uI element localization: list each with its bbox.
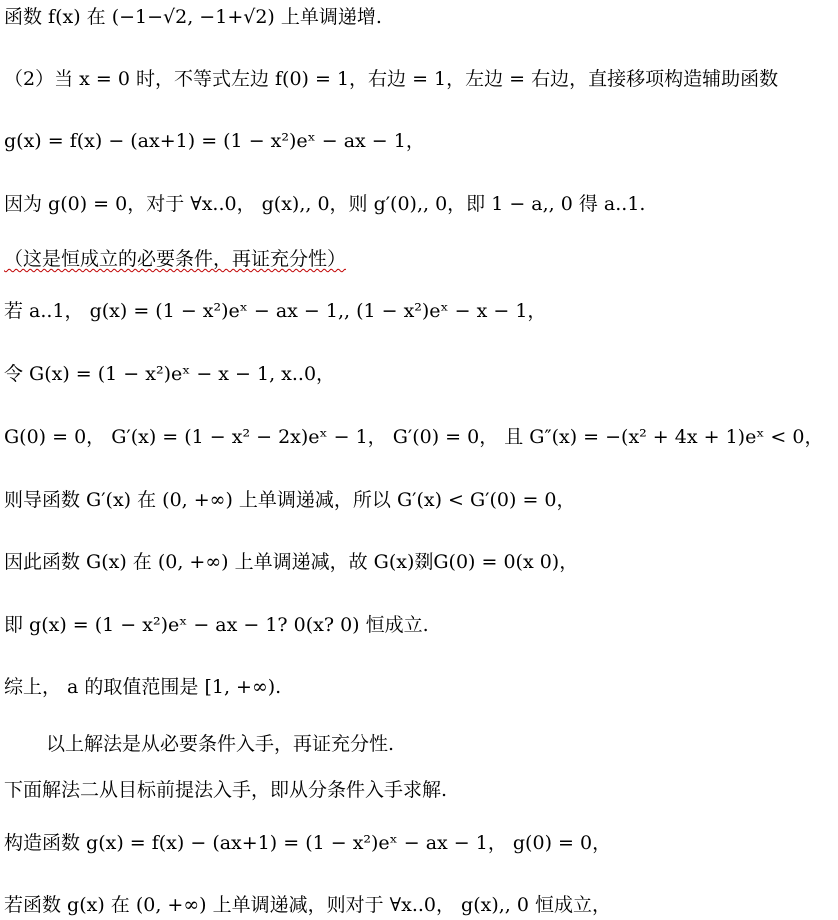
- text-line-16: 若函数 g(x) 在 (0, +∞) 上单调递减，则对于 ∀x..0， g(x),, 0 恒成立，: [4, 894, 611, 916]
- text-line-3: g(x) = f(x) − (ax+1) = (1 − x²)eˣ − ax − 1，: [4, 130, 425, 152]
- text-line-6: 若 a..1， g(x) = (1 − x²)eˣ − ax − 1,, (1 − x²)eˣ − x − 1，: [4, 300, 547, 322]
- text-line-5-content: （这是恒成立的必要条件，再证充分性）: [4, 248, 347, 270]
- text-line-9: 则导函数 G′(x) 在 (0, +∞) 上单调递减，所以 G′(x) < G′(0) = 0，: [4, 489, 576, 511]
- text-line-5: [4, 246, 346, 272]
- text-line-8: G(0) = 0， G′(x) = (1 − x² − 2x)eˣ − 1， G′(0) = 0， 且 G″(x) = −(x² + 4x + 1)eˣ < 0，: [4, 426, 824, 448]
- text-line-15: 构造函数 g(x) = f(x) − (ax+1) = (1 − x²)eˣ − ax − 1， g(0) = 0，: [4, 832, 612, 854]
- text-line-7: 令 G(x) = (1 − x²)eˣ − x − 1, x..0，: [4, 363, 336, 385]
- text-line-13: 以上解法是从必要条件入手，再证充分性.: [46, 733, 395, 755]
- text-line-14: 下面解法二从目标前提法入手，即从分条件入手求解.: [4, 779, 448, 801]
- text-line-4: 因为 g(0) = 0，对于 ∀x..0， g(x),, 0，则 g′(0),, 0，即 1 − a,, 0 得 a..1.: [4, 193, 646, 215]
- text-line-2: （2）当 x = 0 时，不等式左边 f(0) = 1，右边 = 1，左边 = 右边，直接移项构造辅助函数: [4, 68, 779, 90]
- text-line-12: 综上， a 的取值范围是 [1, +∞).: [4, 676, 282, 698]
- text-line-11: 即 g(x) = (1 − x²)eˣ − ax − 1? 0(x? 0) 恒成立.: [4, 614, 429, 636]
- text-line-10: 因此函数 G(x) 在 (0, +∞) 上单调递减，故 G(x)剟G(0) = 0(x 0)，: [4, 551, 579, 573]
- text-line-1: 函数 f(x) 在 (−1−√2, −1+√2) 上单调递增.: [4, 6, 382, 28]
